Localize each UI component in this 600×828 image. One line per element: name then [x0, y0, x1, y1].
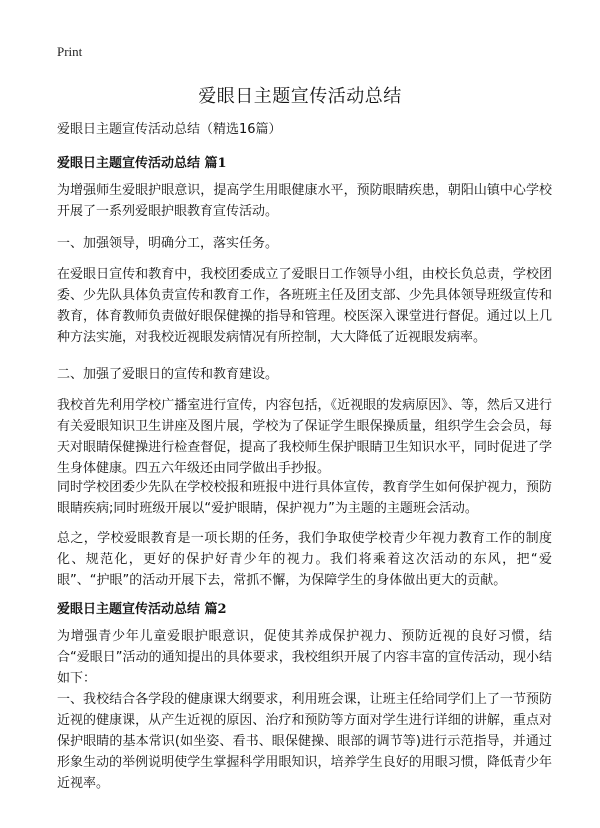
- document-subtitle: 爱眼日主题宣传活动总结（精选16篇）: [57, 122, 282, 137]
- paragraph: 为增强青少年儿童爱眼护眼意识，促使其养成保护视力、预防近视的良好习惯，结合“爱眼日”活动的通知提出的具体要求，我校组织开展了内容丰富的宣传活动，现小结如下：: [57, 629, 552, 686]
- paragraph: 一、我校结合各学段的健康课大纲要求，利用班会课，让班主任给同学们上了一节预防近视的健康课，从产生近视的原因、治疗和预防等方面对学生进行详细的讲解，重点对保护眼睛的基本常识(如坐姿、看书、眼保健操、眼部的调节等)进行示范指导，并通过形象生动的举例说明使学生掌握科学用眼知识，培养学生良好的用眼习惯，降低青少年近视率。: [57, 692, 552, 791]
- paragraph: 一、加强领导，明确分工，落实任务。: [57, 236, 279, 251]
- section-heading-2: 爱眼日主题宣传活动总结 篇2: [57, 602, 227, 617]
- paragraph: 为增强师生爱眼护眼意识，提高学生用眼健康水平，预防眼睛疾患，朝阳山镇中心学校开展了一系列爱眼护眼教育宣传活动。: [57, 183, 552, 219]
- page-title: 爱眼日主题宣传活动总结: [198, 86, 402, 107]
- paragraph: 在爱眼日宣传和教育中，我校团委成立了爱眼日工作领导小组，由校长负总责，学校团委、少先队具体负责宣传和教育工作，各班班主任及团支部、少先具体领导班级宣传和教育，体育教师负责做好眼保健操的指导和管理。校医深入课堂进行督促。通过以上几种方法实施，对我校近视眼发病情况有所控制，大大降低了近视眼发病率。: [57, 267, 552, 345]
- print-link[interactable]: Print: [57, 44, 83, 59]
- paragraph: 二、加强了爱眼日的宣传和教育建设。: [57, 367, 279, 382]
- paragraph: 同时学校团委少先队在学校校报和班报中进行具体宣传，教育学生如何保护视力，预防眼睛疾病;同时班级开展以“爱护眼睛，保护视力”为主题的主题班会活动。: [57, 480, 552, 516]
- paragraph: 总之，学校爱眼教育是一项长期的任务，我们争取使学校青少年视力教育工作的制度化、规范化，更好的保护好青少年的视力。我们将乘着这次活动的东风，把“爱眼”、“护眼”的活动开展下去，常抓不懈，为保障学生的身体做出更大的贡献。: [57, 531, 552, 588]
- section-heading-1: 爱眼日主题宣传活动总结 篇1: [57, 156, 227, 171]
- paragraph: 我校首先利用学校广播室进行宣传，内容包括，《近视眼的发病原因》、等，然后又进行有关爱眼知识卫生讲座及图片展，学校为了保证学生眼保操质量，组织学生会会员，每天对眼睛保健操进行检查督促，提高了我校师生保护眼睛卫生知识水平，同时促进了学生身体健康。四五六年级还由同学做出手抄报。: [57, 398, 552, 476]
